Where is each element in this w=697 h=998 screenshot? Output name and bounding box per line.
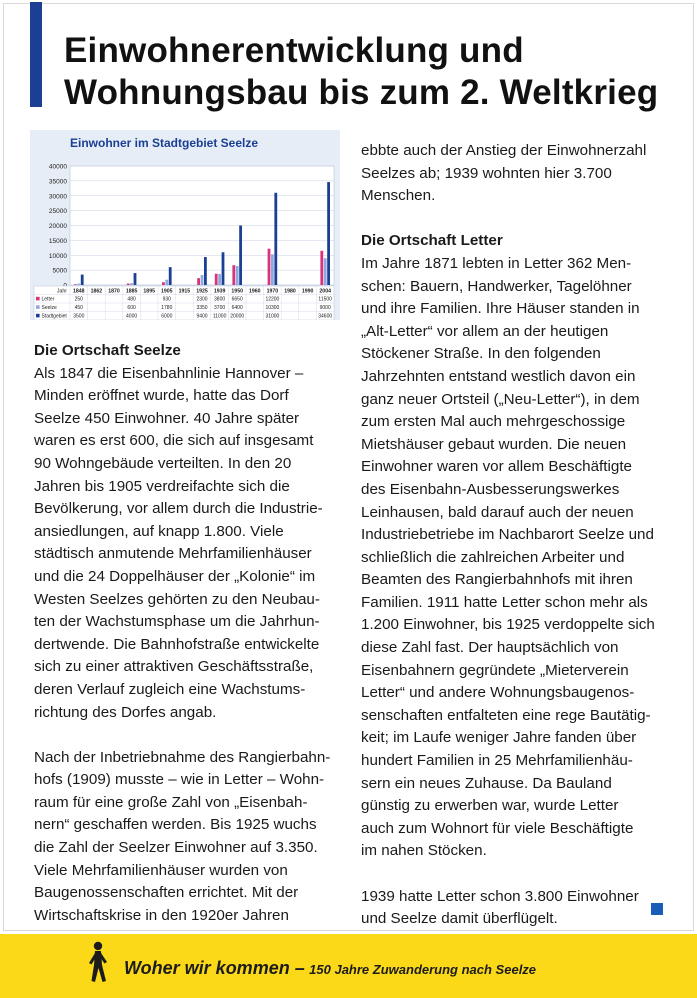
legend-swatch xyxy=(36,314,40,318)
x-tick-label: 1925 xyxy=(196,288,208,295)
y-tick-label: 20000 xyxy=(48,223,67,230)
text-line: 1.200 Einwohner, bis 1925 verdoppelte sich xyxy=(361,616,655,634)
data-label: 3700 xyxy=(214,305,226,311)
right-column xyxy=(361,140,661,931)
data-label: 9000 xyxy=(319,305,331,311)
x-tick-label: 1862 xyxy=(90,288,103,295)
text-line: Jahren bis 1905 verdreifachte sich die xyxy=(34,477,290,495)
x-tick-label: 2004 xyxy=(319,288,331,295)
bar xyxy=(232,265,235,285)
text-line: hofs (1909) musste – wie in Letter – Wohn- xyxy=(34,771,325,789)
text-line: Jahrzehnten entstand westlich davon ein xyxy=(361,367,636,385)
bar xyxy=(222,252,225,285)
text-line: Mietshäuser gebaut wurden. Die neuen xyxy=(361,435,627,453)
x-axis-label: Jahr xyxy=(56,288,67,295)
x-tick-label: 1870 xyxy=(108,288,120,295)
data-label: 450 xyxy=(74,305,83,311)
text-line: Westen Seelzes gehörten zu den Neubau- xyxy=(34,590,320,608)
text-line: hundert Familien in 25 Mehrfamilienhäu- xyxy=(361,752,633,770)
bar xyxy=(162,282,165,285)
legend-swatch xyxy=(36,305,40,309)
footer-main-text: Woher wir kommen – xyxy=(124,958,305,978)
data-label: 11000 xyxy=(212,313,227,320)
legend-label: Letter xyxy=(41,296,55,303)
y-tick-label: 10000 xyxy=(48,252,67,260)
x-tick-label: 1939 xyxy=(213,288,226,295)
text-line: ganz neuer Ortsteil („Neu-Letter“), in dem xyxy=(361,390,640,408)
text-line: „Alt-Letter“ vor allem an der heutigen xyxy=(361,322,609,340)
data-label: 930 xyxy=(162,296,171,303)
x-tick-label: 1960 xyxy=(249,288,261,295)
text-line: Letter“ und andere Wohnungsbaugenos- xyxy=(361,684,635,702)
bar xyxy=(320,251,323,285)
text-line: ten der Wachstumsphase um die Jahrhun- xyxy=(34,613,320,631)
legend-label: Seelze xyxy=(41,305,57,311)
text-line: zum ersten Mal auch mehrgeschossige xyxy=(361,413,626,431)
text-line: waren es erst 600, die sich auf insgesamt xyxy=(34,432,314,450)
data-label: 9400 xyxy=(196,313,208,320)
text-line: ansiedlungen, auf knapp 1.800. Viele xyxy=(34,522,284,540)
left-column xyxy=(34,340,334,927)
bar xyxy=(239,226,242,286)
text-line: 90 Wohngebäude verteilten. In den 20 xyxy=(34,454,292,472)
text-line: Minden eröffnet wurde, hatte das Dorf xyxy=(34,387,289,405)
bar xyxy=(127,284,130,285)
text-line: städtisch anmutende Mehrfamilienhäuser xyxy=(34,545,312,563)
text-line: und Seelze damit überflügelt. xyxy=(361,910,558,928)
text-line: Als 1847 die Eisenbahnlinie Hannover – xyxy=(34,364,304,382)
y-tick-label: 15000 xyxy=(48,237,67,245)
text-line: und die 24 Doppelhäuser der „Kolonie“ im xyxy=(34,567,316,585)
data-label: 6400 xyxy=(231,305,243,311)
text-line: Wirtschaftskrise in den 1920er Jahren xyxy=(34,906,289,924)
data-label: 4000 xyxy=(126,313,138,320)
text-line: keit; im Laufe weniger Jahre fanden über xyxy=(361,729,637,747)
x-tick-label: 1885 xyxy=(125,288,138,295)
data-label: 10300 xyxy=(265,305,280,311)
letter-paragraph-2 xyxy=(361,886,661,931)
bar xyxy=(218,274,221,285)
text-line: ebbte auch der Anstieg der Einwohnerzahl xyxy=(361,142,647,159)
chart-svg xyxy=(30,130,340,320)
text-line: deren Verlauf zugleich eine Wachstums- xyxy=(34,680,306,698)
data-label: 600 xyxy=(127,305,136,311)
data-label: 20000 xyxy=(230,313,245,320)
text-line: senschaften entfalteten eine rege Bautätig- xyxy=(361,706,651,724)
title-accent-bar xyxy=(30,2,42,107)
text-line: günstig zu erwerben war, wurde Letter xyxy=(361,797,619,815)
text-line: sern ein neues Zuhause. Da Bauland xyxy=(361,774,612,792)
title-line-2: Wohnungsbau bis zum 2. Weltkrieg xyxy=(64,73,659,112)
footer-sub-text: 150 Jahre Zuwanderung nach Seelze xyxy=(309,962,537,977)
data-label: 6000 xyxy=(161,313,173,320)
text-line: dertwende. Die Bahnhofstraße entwickelte xyxy=(34,635,320,653)
bar xyxy=(165,280,168,285)
x-tick-label: 1950 xyxy=(231,288,243,295)
bar xyxy=(201,275,204,285)
section-heading-letter: Die Ortschaft Letter xyxy=(361,232,503,250)
data-label: 34600 xyxy=(318,313,333,320)
text-line: richtung des Dorfes angab. xyxy=(34,703,217,721)
bar xyxy=(274,193,277,285)
x-tick-label: 1905 xyxy=(161,288,173,295)
data-label: 11500 xyxy=(318,296,332,303)
bar xyxy=(236,266,239,285)
x-tick-label: 1970 xyxy=(266,288,279,295)
letter-paragraph-1 xyxy=(361,253,661,863)
data-label: 480 xyxy=(127,296,136,303)
data-label: 2300 xyxy=(196,296,208,303)
y-tick-label: 35000 xyxy=(48,178,67,186)
bar xyxy=(204,257,207,285)
text-line: Seelzes ab; 1939 wohnten hier 3.700 xyxy=(361,164,612,182)
seelze-paragraph-2 xyxy=(34,747,334,928)
text-line: schen: Bauern, Handwerker, Tagelöhner xyxy=(361,277,632,295)
text-line: Seelze 450 Einwohner. 40 Jahre später xyxy=(34,409,300,427)
seelze-paragraph-1 xyxy=(34,363,334,725)
data-label: 3800 xyxy=(214,296,226,303)
footer-caption xyxy=(124,958,536,979)
bar xyxy=(74,284,77,285)
y-tick-label: 5000 xyxy=(52,267,67,275)
bar xyxy=(271,254,274,285)
y-tick-label: 25000 xyxy=(48,208,67,216)
section-heading-seelze: Die Ortschaft Seelze xyxy=(34,342,181,359)
article-end-square-icon xyxy=(651,903,663,915)
x-tick-label: 1915 xyxy=(178,288,191,295)
x-tick-label: 1980 xyxy=(284,288,296,295)
text-line: Einwohner waren vor allem Beschäftigte xyxy=(361,458,632,476)
text-line: Nach der Inbetriebnahme des Rangierbahn- xyxy=(34,748,331,766)
text-line: diese Zahl fast. Der hauptsächlich von xyxy=(361,639,619,657)
legend-label: Stadtgebiet xyxy=(41,313,67,320)
data-label: 3500 xyxy=(73,313,85,320)
y-tick-label: 30000 xyxy=(48,193,67,201)
text-line: Im Jahre 1871 lebten in Letter 362 Men- xyxy=(361,254,632,272)
y-tick-label: 40000 xyxy=(48,163,67,171)
chart-title: Einwohner im Stadtgebiet Seelze xyxy=(70,136,259,150)
text-line: Stöckener Straße. In den folgenden xyxy=(361,345,601,363)
text-line: Bevölkerung, vor allem durch die Industrie- xyxy=(34,500,323,518)
bar xyxy=(134,273,137,285)
text-line: Leinhausen, bald darauf auch der neuen xyxy=(361,503,634,521)
data-label: 12200 xyxy=(265,296,280,303)
bar xyxy=(169,267,172,285)
text-line: 1939 hatte Letter schon 3.800 Einwohner xyxy=(361,887,639,905)
population-chart xyxy=(30,130,340,320)
bar xyxy=(268,249,271,285)
text-line: schließlich die zahlreichen Arbeiter und xyxy=(361,548,625,566)
text-line: Eisenbahnern gegründete „Mieterverein xyxy=(361,661,629,679)
text-line: im nahen Stöcken. xyxy=(361,842,487,860)
legend-swatch xyxy=(36,297,40,301)
data-label: 31000 xyxy=(265,313,280,320)
data-label: 250 xyxy=(74,296,83,303)
text-line: Beamten des Rangierbahnhofs mit ihren xyxy=(361,571,633,589)
data-label: 6650 xyxy=(231,296,243,303)
walking-man-icon xyxy=(86,941,110,987)
bar xyxy=(81,275,84,285)
text-line: nern“ geschaffen werden. Bis 1925 wuchs xyxy=(34,816,317,834)
text-line: Viele Mehrfamilienhäuser wurden von xyxy=(34,861,288,879)
bar xyxy=(130,283,133,285)
text-line: raum für eine große Zahl von „Eisenbah- xyxy=(34,793,308,811)
text-line: sich zu einer attraktiven Geschäftsstraße, xyxy=(34,658,314,676)
text-line: und ihre Familien. Ihre Häuser standen in xyxy=(361,300,640,318)
data-label: 1780 xyxy=(161,305,173,311)
title-line-1: Einwohnerentwicklung und xyxy=(64,31,524,70)
bar xyxy=(77,284,80,285)
text-line: Baugenossenschaften errichtet. Mit der xyxy=(34,884,299,902)
text-line: die Zahl der Seelzer Einwohner auf 3.350. xyxy=(34,839,318,857)
text-line: des Eisenbahn-Ausbesserungswerkes xyxy=(361,480,620,498)
text-line: Menschen. xyxy=(361,187,436,205)
data-label: 3350 xyxy=(196,305,208,311)
bar xyxy=(327,182,330,285)
bar xyxy=(197,278,200,285)
text-line: Industriebetriebe im Nachbarort Seelze und xyxy=(361,526,654,544)
x-tick-label: 1895 xyxy=(143,288,155,295)
text-line: auch zum Wohnort für viele Beschäftigte xyxy=(361,819,634,837)
bar xyxy=(324,258,327,285)
seelze-paragraph-continued xyxy=(361,140,661,208)
x-tick-label: 1848 xyxy=(73,288,85,295)
bar xyxy=(215,274,218,285)
x-tick-label: 1990 xyxy=(301,288,314,295)
text-line: Familien. 1911 hatte Letter schon mehr als xyxy=(361,593,648,611)
page-title xyxy=(64,30,684,114)
